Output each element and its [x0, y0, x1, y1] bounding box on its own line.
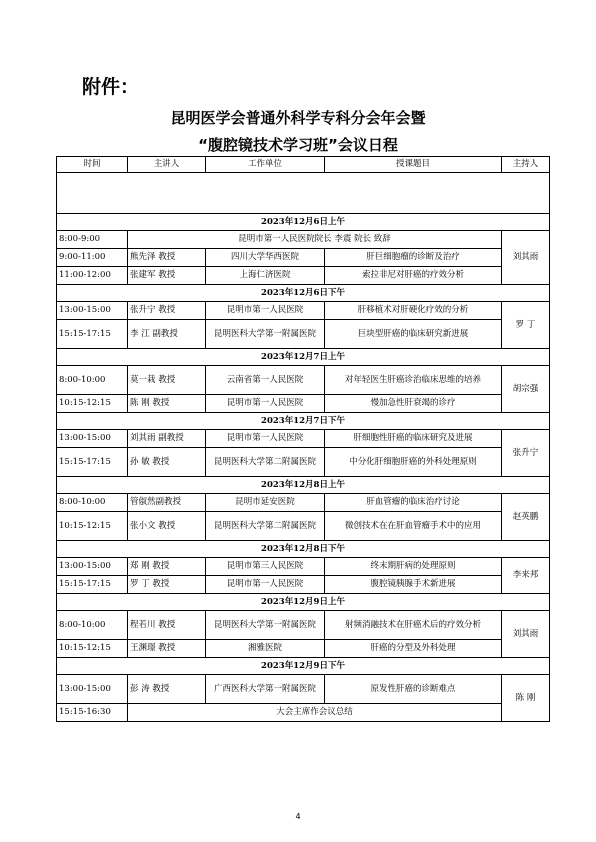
time-cell: 13:00-15:00: [57, 675, 128, 704]
speaker-cell: 张建军 教授: [128, 267, 206, 285]
affiliation-cell: 昆明医科大学第一附属医院: [206, 611, 325, 640]
topic-cell: 终末期肝病的处理原则: [325, 558, 502, 576]
speaker-cell: 张升宁 教授: [128, 302, 206, 320]
table-row: [57, 675, 550, 704]
speaker-cell: 熊先泽 教授: [128, 249, 206, 267]
table-row: [57, 576, 550, 594]
topic-cell: 中分化肝细胞肝癌的外科处理原则: [325, 448, 502, 477]
table-row: [57, 320, 550, 349]
speaker-cell: 郑 刚 教授: [128, 558, 206, 576]
affiliation-cell: 湘雅医院: [206, 640, 325, 658]
topic-cell: 原发性肝癌的诊断难点: [325, 675, 502, 704]
table-row: [57, 494, 550, 512]
time-cell: 10:15-12:15: [57, 512, 128, 541]
table-row: [57, 558, 550, 576]
merged-cell: 昆明市第一人民医院院长 李震 院长 致辞: [128, 231, 502, 249]
topic-cell: 巨块型肝癌的临床研究新进展: [325, 320, 502, 349]
topic-cell: 对年轻医生肝癌诊治临床思维的培养: [325, 366, 502, 395]
speaker-cell: 彭 涛 教授: [128, 675, 206, 704]
time-cell: 8:00-10:00: [57, 611, 128, 640]
affiliation-cell: 四川大学华西医院: [206, 249, 325, 267]
session-header-row: [57, 541, 550, 558]
merged-cell: 大会主席作会议总结: [128, 704, 502, 722]
affiliation-cell: 昆明市第三人民医院: [206, 558, 325, 576]
host-cell: 赵英鹏: [502, 494, 550, 541]
document-title-line2: “腹腔镜技术学习班”会议日程: [198, 136, 398, 154]
time-cell: 8:00-9:00: [57, 231, 128, 249]
schedule-table: [56, 156, 550, 722]
speaker-cell: 王渊璟 教授: [128, 640, 206, 658]
document-title-line1: 昆明医学会普通外科学专科分会年会暨: [170, 109, 426, 127]
affiliation-cell: 昆明市第一人民医院: [206, 576, 325, 594]
session-header-row: [57, 214, 550, 231]
table-row: [57, 611, 550, 640]
affiliation-cell: 昆明市第一人民医院: [206, 430, 325, 448]
speaker-cell: 管俶然副教授: [128, 494, 206, 512]
session-header-row: [57, 477, 550, 494]
time-cell: 11:00-12:00: [57, 267, 128, 285]
session-header-row: [57, 349, 550, 366]
session-header-row: [57, 594, 550, 611]
topic-cell: 肝癌的分型及外科处理: [325, 640, 502, 658]
session-label: 2023年12月7日上午: [57, 349, 550, 366]
session-label: 2023年12月6日上午: [57, 214, 550, 231]
table-row: [57, 430, 550, 448]
speaker-cell: 李 江 副教授: [128, 320, 206, 349]
session-label: 2023年12月8日上午: [57, 477, 550, 494]
affiliation-cell: 昆明市延安医院: [206, 494, 325, 512]
session-header-row: [57, 658, 550, 675]
topic-cell: 慢加急性肝衰竭的诊疗: [325, 395, 502, 413]
topic-cell: 索拉非尼对肝癌的疗效分析: [325, 267, 502, 285]
table-row: [57, 640, 550, 658]
table-row: [57, 302, 550, 320]
time-cell: 10:15-12:15: [57, 395, 128, 413]
table-row: [57, 448, 550, 477]
affiliation-cell: 昆明市第一人民医院: [206, 395, 325, 413]
table-row: [57, 267, 550, 285]
affiliation-cell: 昆明医科大学第二附属医院: [206, 512, 325, 541]
time-cell: 15:15-17:15: [57, 576, 128, 594]
speaker-cell: 程若川 教授: [128, 611, 206, 640]
topic-cell: 肝巨细胞瘤的诊断及治疗: [325, 249, 502, 267]
speaker-cell: 刘其雨 副教授: [128, 430, 206, 448]
time-cell: 13:00-15:00: [57, 302, 128, 320]
session-label: 2023年12月9日上午: [57, 594, 550, 611]
time-cell: 9:00-11:00: [57, 249, 128, 267]
topic-cell: 肝细胞性肝癌的临床研究及进展: [325, 430, 502, 448]
table-row: [57, 366, 550, 395]
session-label: 2023年12月9日下午: [57, 658, 550, 675]
topic-cell: 肝移植术对肝硬化疗效的分析: [325, 302, 502, 320]
session-label: 2023年12月7日下午: [57, 413, 550, 430]
speaker-cell: 莫一栽 教授: [128, 366, 206, 395]
time-cell: 10:15-12:15: [57, 640, 128, 658]
host-cell: 刘其雨: [502, 231, 550, 285]
speaker-cell: 罗 丁 教授: [128, 576, 206, 594]
session-label: 2023年12月6日下午: [57, 285, 550, 302]
host-cell: 李来邦: [502, 558, 550, 594]
time-cell: 8:00-10:00: [57, 494, 128, 512]
table-row: [57, 249, 550, 267]
affiliation-cell: 昆明市第一人民医院: [206, 302, 325, 320]
table-row: [57, 395, 550, 413]
time-cell: 15:15-16:30: [57, 704, 128, 722]
table-header-row: [57, 157, 550, 173]
time-cell: 8:00-10:00: [57, 366, 128, 395]
time-cell: 13:00-15:00: [57, 558, 128, 576]
time-cell: 15:15-17:15: [57, 320, 128, 349]
host-cell: 陈 刚: [502, 675, 550, 722]
topic-cell: 肝血管瘤的临床治疗讨论: [325, 494, 502, 512]
speaker-cell: 张小文 教授: [128, 512, 206, 541]
topic-cell: 腹腔镜胰腺手术新进展: [325, 576, 502, 594]
session-header-row: [57, 285, 550, 302]
header-host: 主持人: [502, 157, 550, 173]
blank-row: [57, 173, 550, 214]
time-cell: 15:15-17:15: [57, 448, 128, 477]
page-number: 4: [295, 812, 301, 821]
host-cell: 罗 丁: [502, 302, 550, 349]
affiliation-cell: 广西医科大学第一附属医院: [206, 675, 325, 704]
affiliation-cell: 上海仁济医院: [206, 267, 325, 285]
session-label: 2023年12月8日下午: [57, 541, 550, 558]
blank-cell: [57, 173, 550, 214]
host-cell: 张升宁: [502, 430, 550, 477]
affiliation-cell: 昆明医科大学第一附属医院: [206, 320, 325, 349]
time-cell: 13:00-15:00: [57, 430, 128, 448]
header-speaker: 主讲人: [128, 157, 206, 173]
affiliation-cell: 昆明医科大学第二附属医院: [206, 448, 325, 477]
session-header-row: [57, 413, 550, 430]
speaker-cell: 陈 刚 教授: [128, 395, 206, 413]
table-row: [57, 512, 550, 541]
table-row: [57, 704, 550, 722]
host-cell: 刘其雨: [502, 611, 550, 658]
header-time: 时间: [57, 157, 128, 173]
header-topic: 授课题目: [325, 157, 502, 173]
table-row: [57, 231, 550, 249]
attachment-label: 附件：: [82, 76, 140, 98]
header-affiliation: 工作单位: [206, 157, 325, 173]
topic-cell: 微创技术在在肝血管瘤手术中的应用: [325, 512, 502, 541]
host-cell: 胡宗强: [502, 366, 550, 413]
topic-cell: 射频消融技术在肝癌术后的疗效分析: [325, 611, 502, 640]
speaker-cell: 孙 敏 教授: [128, 448, 206, 477]
affiliation-cell: 云南省第一人民医院: [206, 366, 325, 395]
